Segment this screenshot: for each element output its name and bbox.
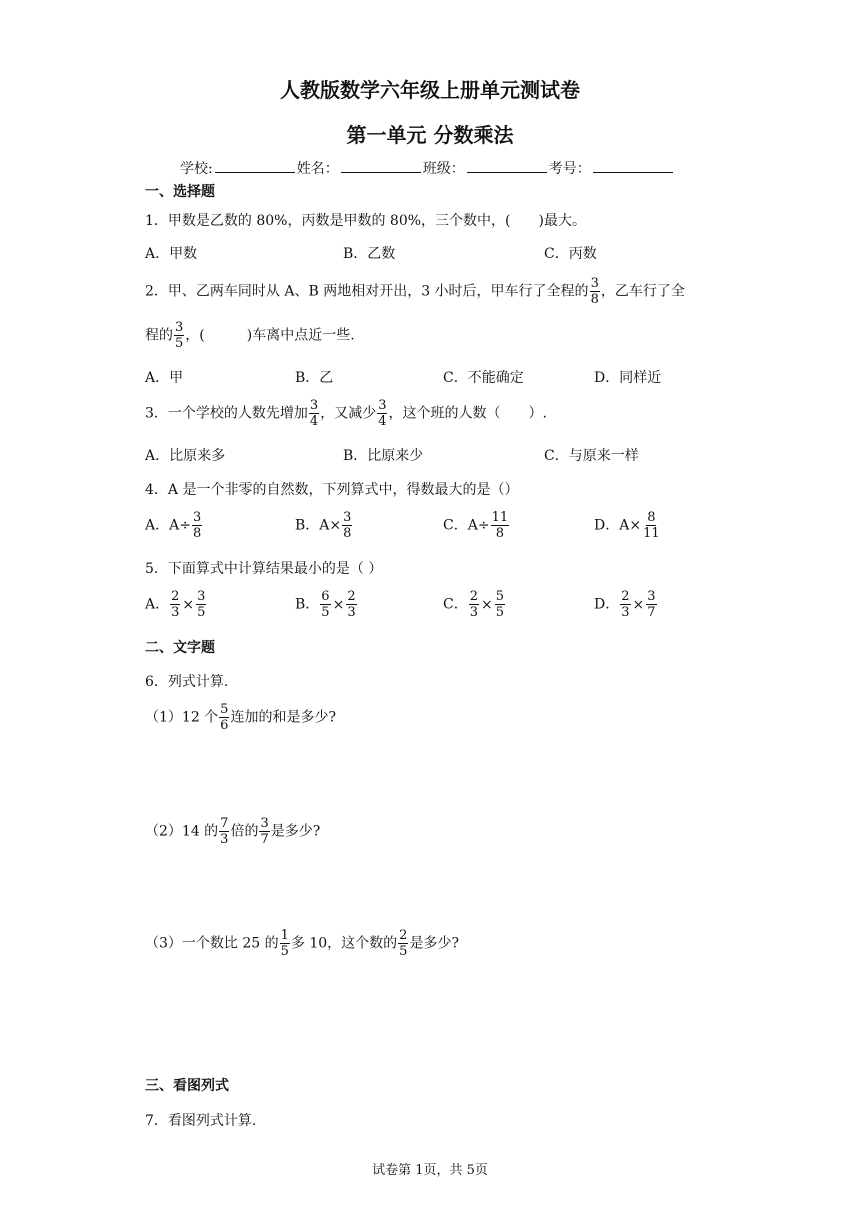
denominator: 4 — [378, 414, 387, 429]
numerator: 2 — [469, 589, 478, 604]
q3-text-2: ，又减少 — [320, 405, 377, 422]
fraction — [646, 589, 656, 620]
fraction — [170, 589, 180, 620]
denominator: 4 — [309, 414, 319, 429]
class-label: 班级： — [422, 161, 465, 177]
option-label: B． — [295, 596, 320, 613]
q5-option-c — [443, 589, 506, 620]
option-label: A．A÷ — [145, 517, 191, 534]
question-7: 7．看图列式计算. — [145, 1113, 257, 1129]
question-3 — [145, 398, 547, 429]
numerator: 11 — [491, 510, 509, 525]
q3-option-b: B．比原来少 — [343, 448, 424, 464]
denominator: 7 — [260, 832, 269, 847]
student-info-row — [180, 158, 675, 178]
name-blank[interactable] — [341, 160, 421, 173]
question-5: 5．下面算式中计算结果最小的是（ ） — [145, 561, 383, 577]
denominator: 3 — [621, 605, 630, 620]
q2-text-3: 程的 — [145, 327, 173, 344]
numerator: 3 — [309, 398, 319, 413]
q2-option-b: B．乙 — [295, 370, 334, 386]
q6-part-3 — [145, 928, 459, 959]
numerator: 2 — [399, 928, 408, 943]
option-label: D．A× — [594, 517, 642, 534]
numerator: 3 — [197, 589, 206, 604]
denominator: 8 — [192, 526, 202, 541]
multiply-sign: × — [481, 596, 493, 613]
option-label: A． — [145, 596, 170, 613]
multiply-sign: × — [632, 596, 645, 613]
fraction — [342, 510, 352, 541]
q5-option-d — [594, 589, 658, 620]
option-label: C． — [443, 596, 468, 613]
question-6: 6．列式计算. — [145, 674, 229, 690]
q6-part-1-text-2: 连加的和是多少? — [230, 709, 336, 726]
q3-option-a: A．比原来多 — [145, 448, 226, 464]
numerator: 2 — [171, 589, 180, 604]
numerator: 3 — [343, 510, 352, 525]
question-2-line-1 — [145, 276, 685, 307]
q6-part-3-text-1: （3）一个数比 25 的 — [145, 935, 279, 952]
fraction — [469, 589, 479, 620]
option-label: C．A÷ — [443, 517, 490, 534]
option-label: B．A× — [295, 517, 342, 534]
q2-text-2: ，乙车行了全 — [600, 283, 685, 300]
denominator: 5 — [197, 605, 206, 620]
denominator: 3 — [220, 832, 229, 847]
fraction — [642, 510, 661, 541]
q3-text-1: 3．一个学校的人数先增加 — [145, 405, 308, 422]
q6-part-1 — [145, 702, 336, 733]
fraction — [320, 589, 330, 620]
fraction — [309, 398, 319, 429]
q3-text-3: ，这个班的人数（ ）. — [388, 405, 547, 422]
fraction — [495, 589, 505, 620]
numerator: 3 — [175, 320, 184, 335]
q4-option-b — [295, 510, 353, 541]
denominator: 8 — [495, 526, 504, 541]
denominator: 3 — [347, 605, 356, 620]
multiply-sign: × — [332, 596, 345, 613]
number-label: 考号： — [548, 161, 591, 177]
fraction — [346, 589, 356, 620]
denominator: 5 — [399, 944, 408, 959]
class-blank[interactable] — [467, 160, 547, 173]
q6-part-1-text-1: （1）12 个 — [145, 709, 219, 726]
q6-part-2-text-3: 是多少? — [270, 823, 321, 840]
denominator: 11 — [643, 526, 660, 541]
fraction — [219, 816, 229, 847]
numerator: 6 — [321, 589, 330, 604]
fraction — [196, 589, 206, 620]
denominator: 3 — [469, 605, 478, 620]
q2-option-d: D．同样近 — [594, 370, 662, 386]
numerator: 3 — [378, 398, 387, 413]
question-4: 4．A 是一个非零的自然数，下列算式中，得数最大的是（） — [145, 482, 519, 498]
q1-option-b: B．乙数 — [343, 246, 396, 262]
denominator: 7 — [647, 605, 656, 620]
fraction — [219, 702, 229, 733]
numerator: 3 — [647, 589, 656, 604]
denominator: 5 — [321, 605, 330, 620]
denominator: 3 — [171, 605, 180, 620]
q1-option-a: A．甲数 — [145, 246, 198, 262]
fraction — [590, 276, 600, 307]
q4-option-d — [594, 510, 662, 541]
multiply-sign: × — [182, 596, 195, 613]
denominator: 6 — [220, 718, 229, 733]
numerator: 3 — [192, 510, 202, 525]
question-2-line-2 — [145, 320, 355, 351]
numerator: 3 — [590, 276, 599, 291]
q6-part-2-text-2: 倍的 — [230, 823, 259, 840]
section-heading-3: 三、看图列式 — [145, 1078, 229, 1094]
q6-part-3-text-3: 是多少? — [409, 935, 459, 952]
page-subtitle: 第一单元 分数乘法 — [346, 123, 514, 147]
q2-text-1: 2．甲、乙两车同时从 A、B 两地相对开出，3 小时后，甲车行了全程的 — [145, 283, 589, 300]
fraction — [192, 510, 202, 541]
fraction — [259, 816, 269, 847]
option-label: D． — [594, 596, 620, 613]
question-1: 1．甲数是乙数的 80%，丙数是甲数的 80%，三个数中，( )最大。 — [145, 213, 586, 229]
q6-part-2-text-1: （2）14 的 — [145, 823, 219, 840]
numerator: 7 — [220, 816, 229, 831]
numerator: 2 — [621, 589, 630, 604]
fraction — [174, 320, 184, 351]
denominator: 5 — [175, 336, 184, 351]
page-title: 人教版数学六年级上册单元测试卷 — [280, 78, 580, 102]
q5-option-b — [295, 589, 358, 620]
fraction — [491, 510, 510, 541]
q5-option-a — [145, 589, 207, 620]
page-footer: 试卷第 1页，共 5页 — [372, 1163, 488, 1178]
numerator: 8 — [647, 510, 656, 525]
fraction — [280, 928, 290, 959]
numerator: 5 — [220, 702, 229, 717]
q4-option-a — [145, 510, 203, 541]
fraction — [377, 398, 387, 429]
q2-option-a: A．甲 — [145, 370, 184, 386]
denominator: 5 — [280, 944, 289, 959]
q2-text-4: ，( )车离中点近一些. — [185, 327, 355, 344]
q1-option-c: C．丙数 — [544, 246, 597, 262]
section-heading-2: 二、文字题 — [145, 640, 215, 656]
denominator: 8 — [343, 526, 352, 541]
q2-option-c: C．不能确定 — [443, 370, 524, 386]
numerator: 5 — [495, 589, 505, 604]
q4-option-c — [443, 510, 510, 541]
school-label: 学校: — [180, 161, 213, 177]
numerator: 3 — [260, 816, 269, 831]
denominator: 8 — [590, 292, 599, 307]
q6-part-2 — [145, 816, 320, 847]
denominator: 5 — [495, 605, 505, 620]
number-blank[interactable] — [593, 160, 673, 173]
q6-part-3-text-2: 多 10，这个数的 — [290, 935, 398, 952]
fraction — [398, 928, 408, 959]
name-label: 姓名： — [296, 161, 339, 177]
q3-option-c: C．与原来一样 — [544, 448, 639, 464]
fraction — [620, 589, 630, 620]
numerator: 2 — [347, 589, 356, 604]
numerator: 1 — [280, 928, 289, 943]
school-blank[interactable] — [215, 160, 295, 173]
section-heading-1: 一、选择题 — [145, 184, 215, 200]
